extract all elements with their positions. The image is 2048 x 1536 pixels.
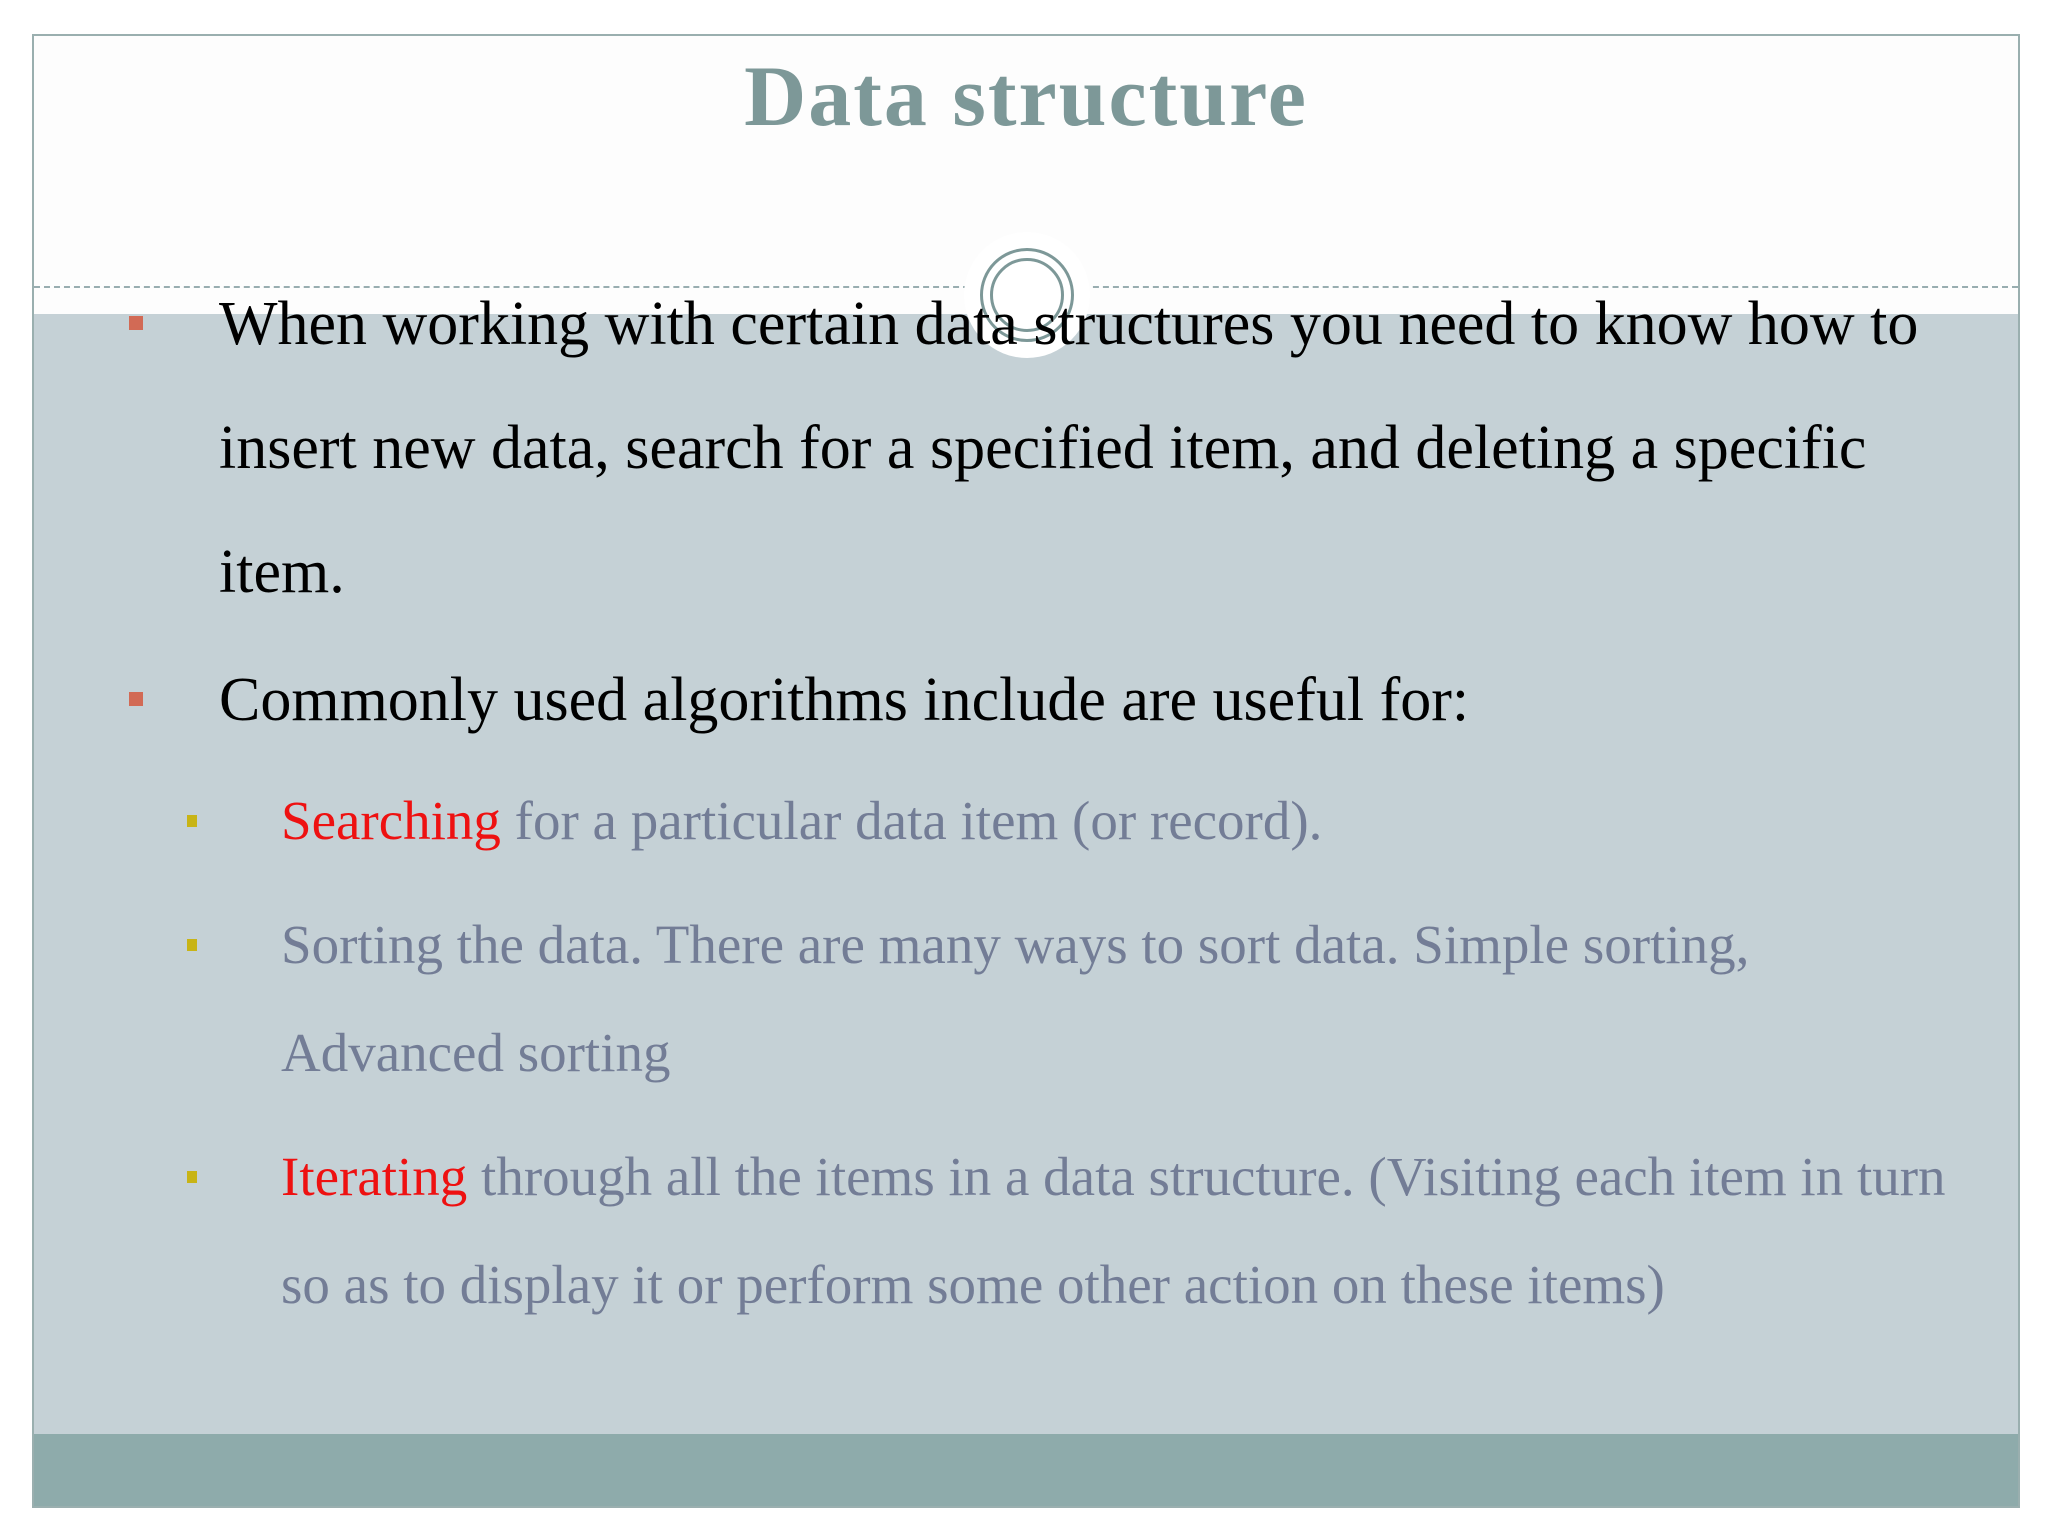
sub-bullet-text: Sorting the data. There are many ways to sort data. Simple sorting, Advanced sorting: [281, 914, 1750, 1083]
sub-bullet-item-2: [187, 891, 1967, 1107]
highlighted-term: Searching: [281, 790, 501, 851]
square-sub-bullet-icon: [187, 939, 197, 951]
slide: [32, 34, 2020, 1508]
sub-bullet-item-1: [187, 767, 1967, 875]
sub-bullet-rest: for a particular data item (or record).: [500, 790, 1323, 851]
square-sub-bullet-icon: [187, 815, 197, 827]
bullet-item-1: [129, 262, 1959, 634]
square-sub-bullet-icon: [187, 1171, 197, 1183]
bullet-item-2: [129, 638, 1959, 762]
bullet-list: [34, 36, 2018, 1506]
bullet-text: When working with certain data structures you need to know how to insert new data, search for a specified item, and deleting a specific item.: [219, 290, 1919, 606]
slide-title: Data structure: [744, 48, 1308, 144]
bullet-text: Commonly used algorithms include are useful for:: [219, 666, 1470, 734]
square-bullet-icon: [129, 692, 143, 706]
sub-bullet-text: [281, 1123, 1967, 1339]
sub-bullet-rest: through all the items in a data structure. (Visiting each item in turn so as to display it or perform some other action on these items): [281, 1146, 1946, 1315]
square-bullet-icon: [129, 316, 143, 330]
sub-bullet-item-3: [187, 1123, 1967, 1339]
sub-bullet-text: [281, 767, 1967, 875]
highlighted-term: Iterating: [281, 1146, 468, 1207]
